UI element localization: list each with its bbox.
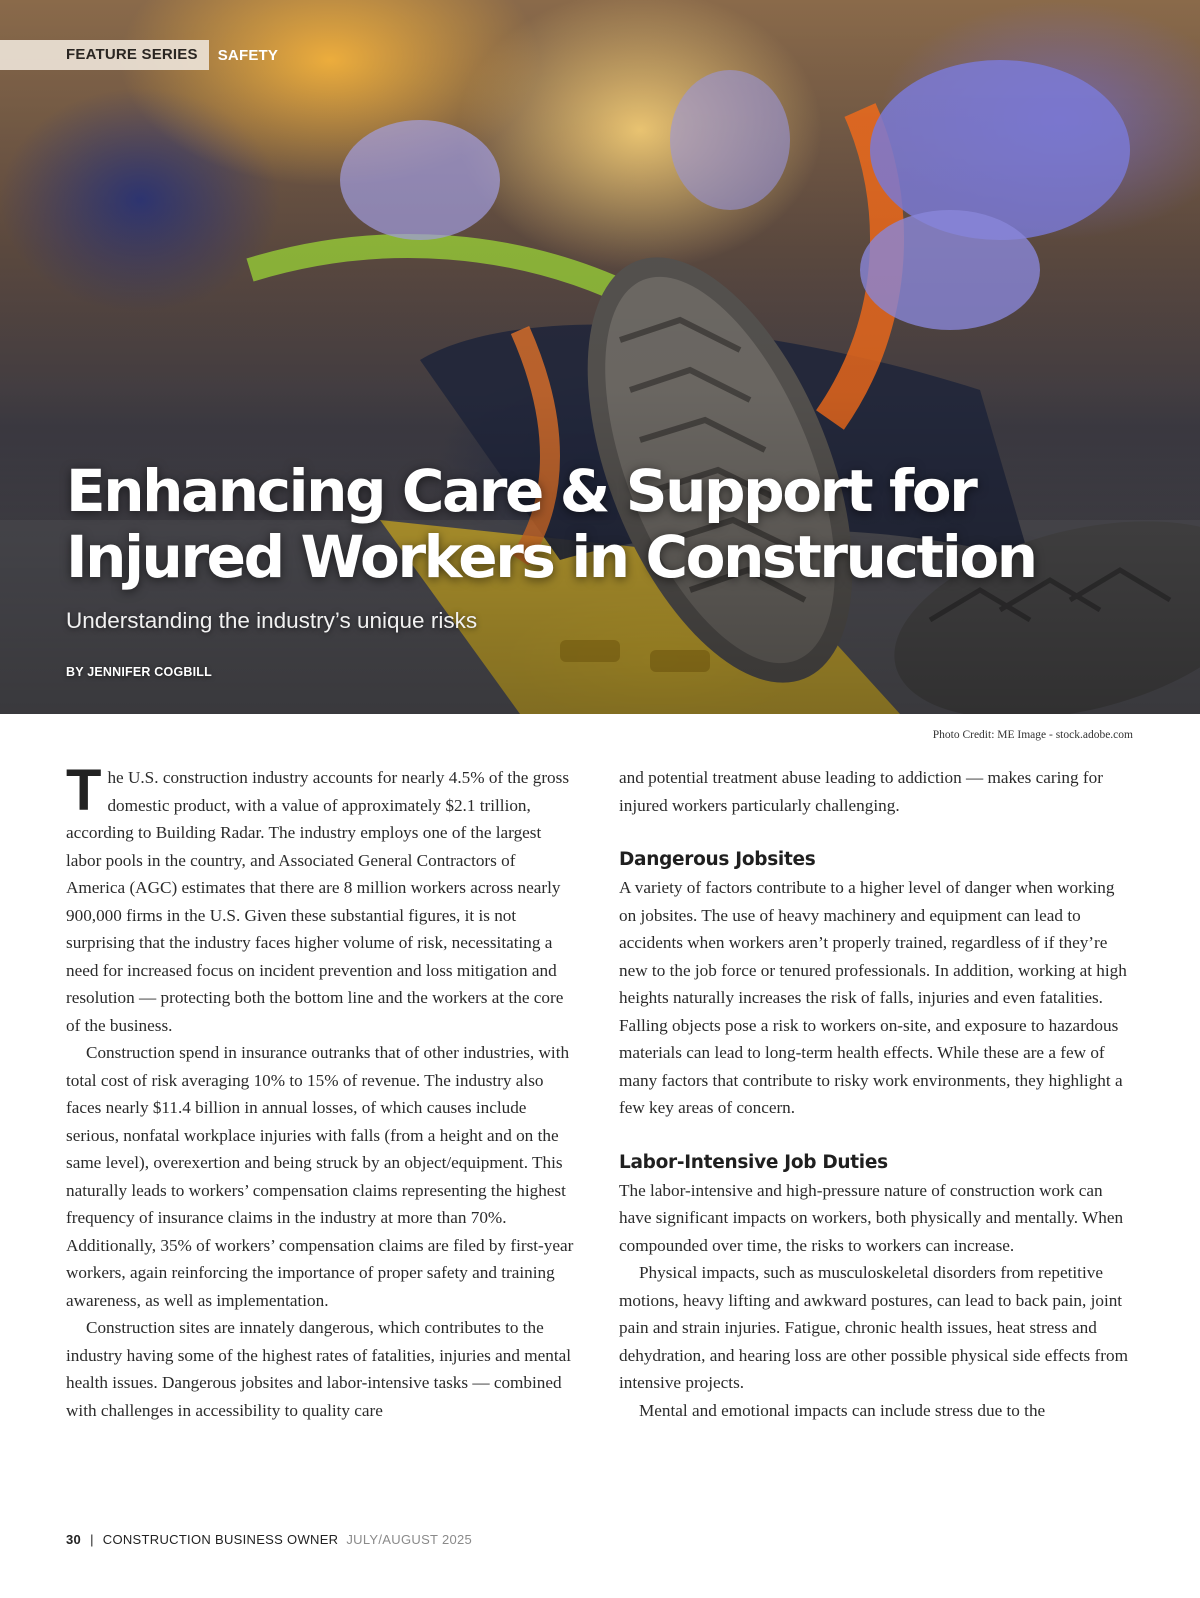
title-line-1: Enhancing Care & Support for [66, 457, 976, 525]
paragraph-insurance: Construction spend in insurance outranks that of other industries, with total cost of risk averaging 10% to 15% of revenue. The industry also faces nearly $11.4 billion in annual losses, of which causes include serious, nonfatal workplace injuries with falls (from a height and on the same level), overexertion and being struck by an object/equipment. This naturally leads to workers’ compensation claims representing the highest frequency of insurance claims in the industry at more than 70%. Additionally, 35% of workers’ compensation claims are filed by first-year workers, again reinforcing the importance of proper safety and training awareness, as well as implementation. [66, 1043, 574, 1310]
issue-date: JULY/AUGUST 2025 [346, 1532, 473, 1547]
byline: BY JENNIFER COGBILL [66, 665, 212, 679]
drop-cap: T [66, 758, 102, 823]
footer-separator: | [90, 1532, 94, 1547]
heading-dangerous-jobsites: Dangerous Jobsites [619, 849, 816, 870]
publication-name: CONSTRUCTION BUSINESS OWNER [102, 1532, 339, 1547]
title-line-2: Injured Workers in Construction [66, 523, 1036, 591]
right-column [619, 764, 1129, 1424]
paragraph-sites-continued: and potential treatment abuse leading to addiction — makes caring for injured workers particularly challenging. [619, 768, 1103, 815]
paragraph-sites: Construction sites are innately dangerous, which contributes to the industry having some of the highest rates of fatalities, injuries and mental health issues. Dangerous jobsites and labor-intensive tasks — combined with challenges in accessibility to quality care [66, 1318, 572, 1420]
topic-label: SAFETY [217, 46, 279, 64]
photo-credit: Photo Credit: ME Image - stock.adobe.com [932, 729, 1133, 741]
article-subtitle: Understanding the industry’s unique risks [66, 608, 478, 633]
paragraph-labor-3: Mental and emotional impacts can include stress due to the [639, 1400, 1046, 1420]
paragraph-dangerous-jobsites: A variety of factors contribute to a higher level of danger when working on jobsites. The use of heavy machinery and equipment can lead to accidents when workers aren’t properly trained, regardless of if they’re new to the job force or tenured professionals. In addition, working at high heights naturally increases the risk of falls, injuries and even fatalities. Falling objects pose a risk to workers on-site, and exposure to hazardous materials can lead to long-term health effects. While these are a few of many factors that contribute to risky work environments, they highlight a few key areas of concern. [619, 878, 1127, 1117]
page-footer [66, 1532, 472, 1547]
article-title [66, 458, 1066, 590]
paragraph-labor-2: Physical impacts, such as musculoskeletal disorders from repetitive motions, heavy lifting and awkward postures, can lead to back pain, joint pain and strain injuries. Fatigue, chronic health issues, heat stress and dehydration, and hearing loss are other possible physical side effects from intensive projects. [619, 1263, 1128, 1392]
paragraph-labor-1: The labor-intensive and high-pressure nature of construction work can have significant impacts on workers, both physically and mentally. When compounded over time, the risks to workers can increase. [619, 1180, 1124, 1255]
left-column [66, 758, 576, 1424]
series-label: FEATURE SERIES [0, 40, 209, 70]
hero-illustration [0, 0, 1200, 714]
paragraph-intro-text: he U.S. construction industry accounts for nearly 4.5% of the gross domestic product, with a value of approximately $2.1 trillion, according to Building Radar. The industry employs one of the largest labor pools in the country, and Associated General Contractors of America (AGC) estimates that there are 8 million workers across nearly 900,000 firms in the U.S. Given these substantial figures, it is not surprising that the industry faces higher volume of risk, necessitating a need for increased focus on incident prevention and loss mitigation and resolution — protecting both the bottom line and the workers at the core of the business. [66, 768, 570, 1035]
page-number: 30 [66, 1532, 82, 1547]
heading-labor-intensive: Labor-Intensive Job Duties [619, 1151, 888, 1173]
paragraph-intro [66, 758, 576, 1039]
hero-photo [0, 0, 1200, 714]
feature-series-kicker [0, 40, 278, 70]
